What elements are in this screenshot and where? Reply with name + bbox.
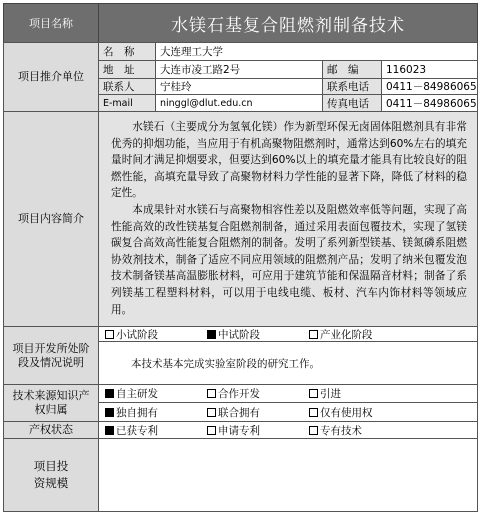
phone-value: 0411－84986065 [381, 78, 478, 95]
checkbox-icon [309, 389, 318, 398]
source-row-2 [98, 402, 478, 422]
ownership-use-only[interactable]: 仅有使用权 [309, 405, 373, 420]
address-label: 地 址 [98, 60, 156, 79]
intro-paragraph-1: 水镁石（主要成分为氢氧化镁）作为新型环保无卤固体阻燃剂具有非常优秀的抑烟功能，当应用于有机高聚物阻燃剂时，通常达到60%左右的填充量时间才满足抑烟要求，但要达到60%以上的填充量才能具有比较良好的阻燃性能，高填充量导致了高聚物材料力学性能的显著下降，降低了材料的稳定性。 [111, 121, 467, 200]
status-proprietary[interactable]: 专有技术 [309, 423, 362, 438]
name-value: 大连理工大学 [155, 42, 478, 61]
source-cooperative[interactable]: 合作开发 [207, 386, 309, 401]
zip-label: 邮 编 [322, 60, 382, 79]
checkbox-icon [207, 408, 216, 417]
checkbox-icon [207, 389, 216, 398]
stage-option-middle[interactable]: 中试阶段 [207, 327, 309, 342]
invest-label: 项目投资规模 [3, 438, 99, 512]
checkbox-icon [309, 330, 318, 339]
stage-options [98, 326, 478, 342]
status-patented[interactable]: 已获专利 [105, 423, 207, 438]
phone-label: 联系电话 [322, 78, 382, 95]
status-options [98, 421, 478, 439]
source-imported[interactable]: 引进 [309, 386, 341, 401]
status-label: 产权状态 [3, 421, 99, 439]
project-name-label: 项目名称 [3, 3, 99, 43]
email-value: ninggl@dlut.edu.cn [155, 94, 323, 112]
unit-label: 项目推介单位 [3, 42, 99, 112]
intro-content [98, 111, 478, 327]
checkbox-icon [207, 426, 216, 435]
intro-text [111, 119, 467, 318]
source-own-rd[interactable]: 自主研发 [105, 386, 207, 401]
checkbox-checked-icon [105, 426, 114, 435]
checkbox-checked-icon [207, 330, 216, 339]
fax-label: 传真电话 [322, 94, 382, 112]
checkbox-checked-icon [105, 389, 114, 398]
stage-option-industrial[interactable]: 产业化阶段 [309, 327, 373, 342]
invest-value [98, 438, 478, 512]
checkbox-checked-icon [105, 408, 114, 417]
contact-label: 联系人 [98, 78, 156, 95]
intro-paragraph-2: 本成果针对水镁石与高聚物相容性差以及阻燃效率低等问题，实现了高性能高效的改性镁基复合阻燃剂制备，通过采用表面包覆技术，实现了氢镁碳复合高效高性能复合阻燃剂的制备。发明了系列新型镁基、镁氮磷系阻燃协效剂技术，制备了适应不同应用领域的阻燃剂产品；发明了纳米包覆发泡技术制备镁基高温膨胀材料，可应用于建筑节能和保温隔音材料；制备了系列镁基工程塑料材料，可以用于电线电缆、板材、汽车内饰材料等领域应用。 [111, 203, 467, 316]
stage-option-pilot[interactable]: 小试阶段 [105, 327, 207, 342]
contact-value: 宁桂玲 [155, 78, 323, 95]
stage-label: 项目开发所处阶段及情况说明 [3, 326, 99, 385]
address-value: 大连市凌工路2号 [155, 60, 323, 79]
intro-label: 项目内容简介 [3, 111, 99, 327]
checkbox-icon [309, 408, 318, 417]
zip-value: 116023 [381, 60, 478, 79]
project-title: 水镁石基复合阻燃剂制备技术 [98, 3, 478, 43]
checkbox-icon [105, 330, 114, 339]
email-label: E-mail [98, 94, 156, 112]
status-applying[interactable]: 申请专利 [207, 423, 309, 438]
ownership-sole[interactable]: 独自拥有 [105, 405, 207, 420]
source-label: 技术来源知识产权归属 [3, 384, 99, 422]
stage-description: 本技术基本完成实验室阶段的研究工作。 [98, 341, 478, 385]
ownership-joint[interactable]: 联合拥有 [207, 405, 309, 420]
source-row-1 [98, 384, 478, 403]
name-label: 名 称 [98, 42, 156, 61]
checkbox-icon [309, 426, 318, 435]
fax-value: 0411－84986065 [381, 94, 478, 112]
